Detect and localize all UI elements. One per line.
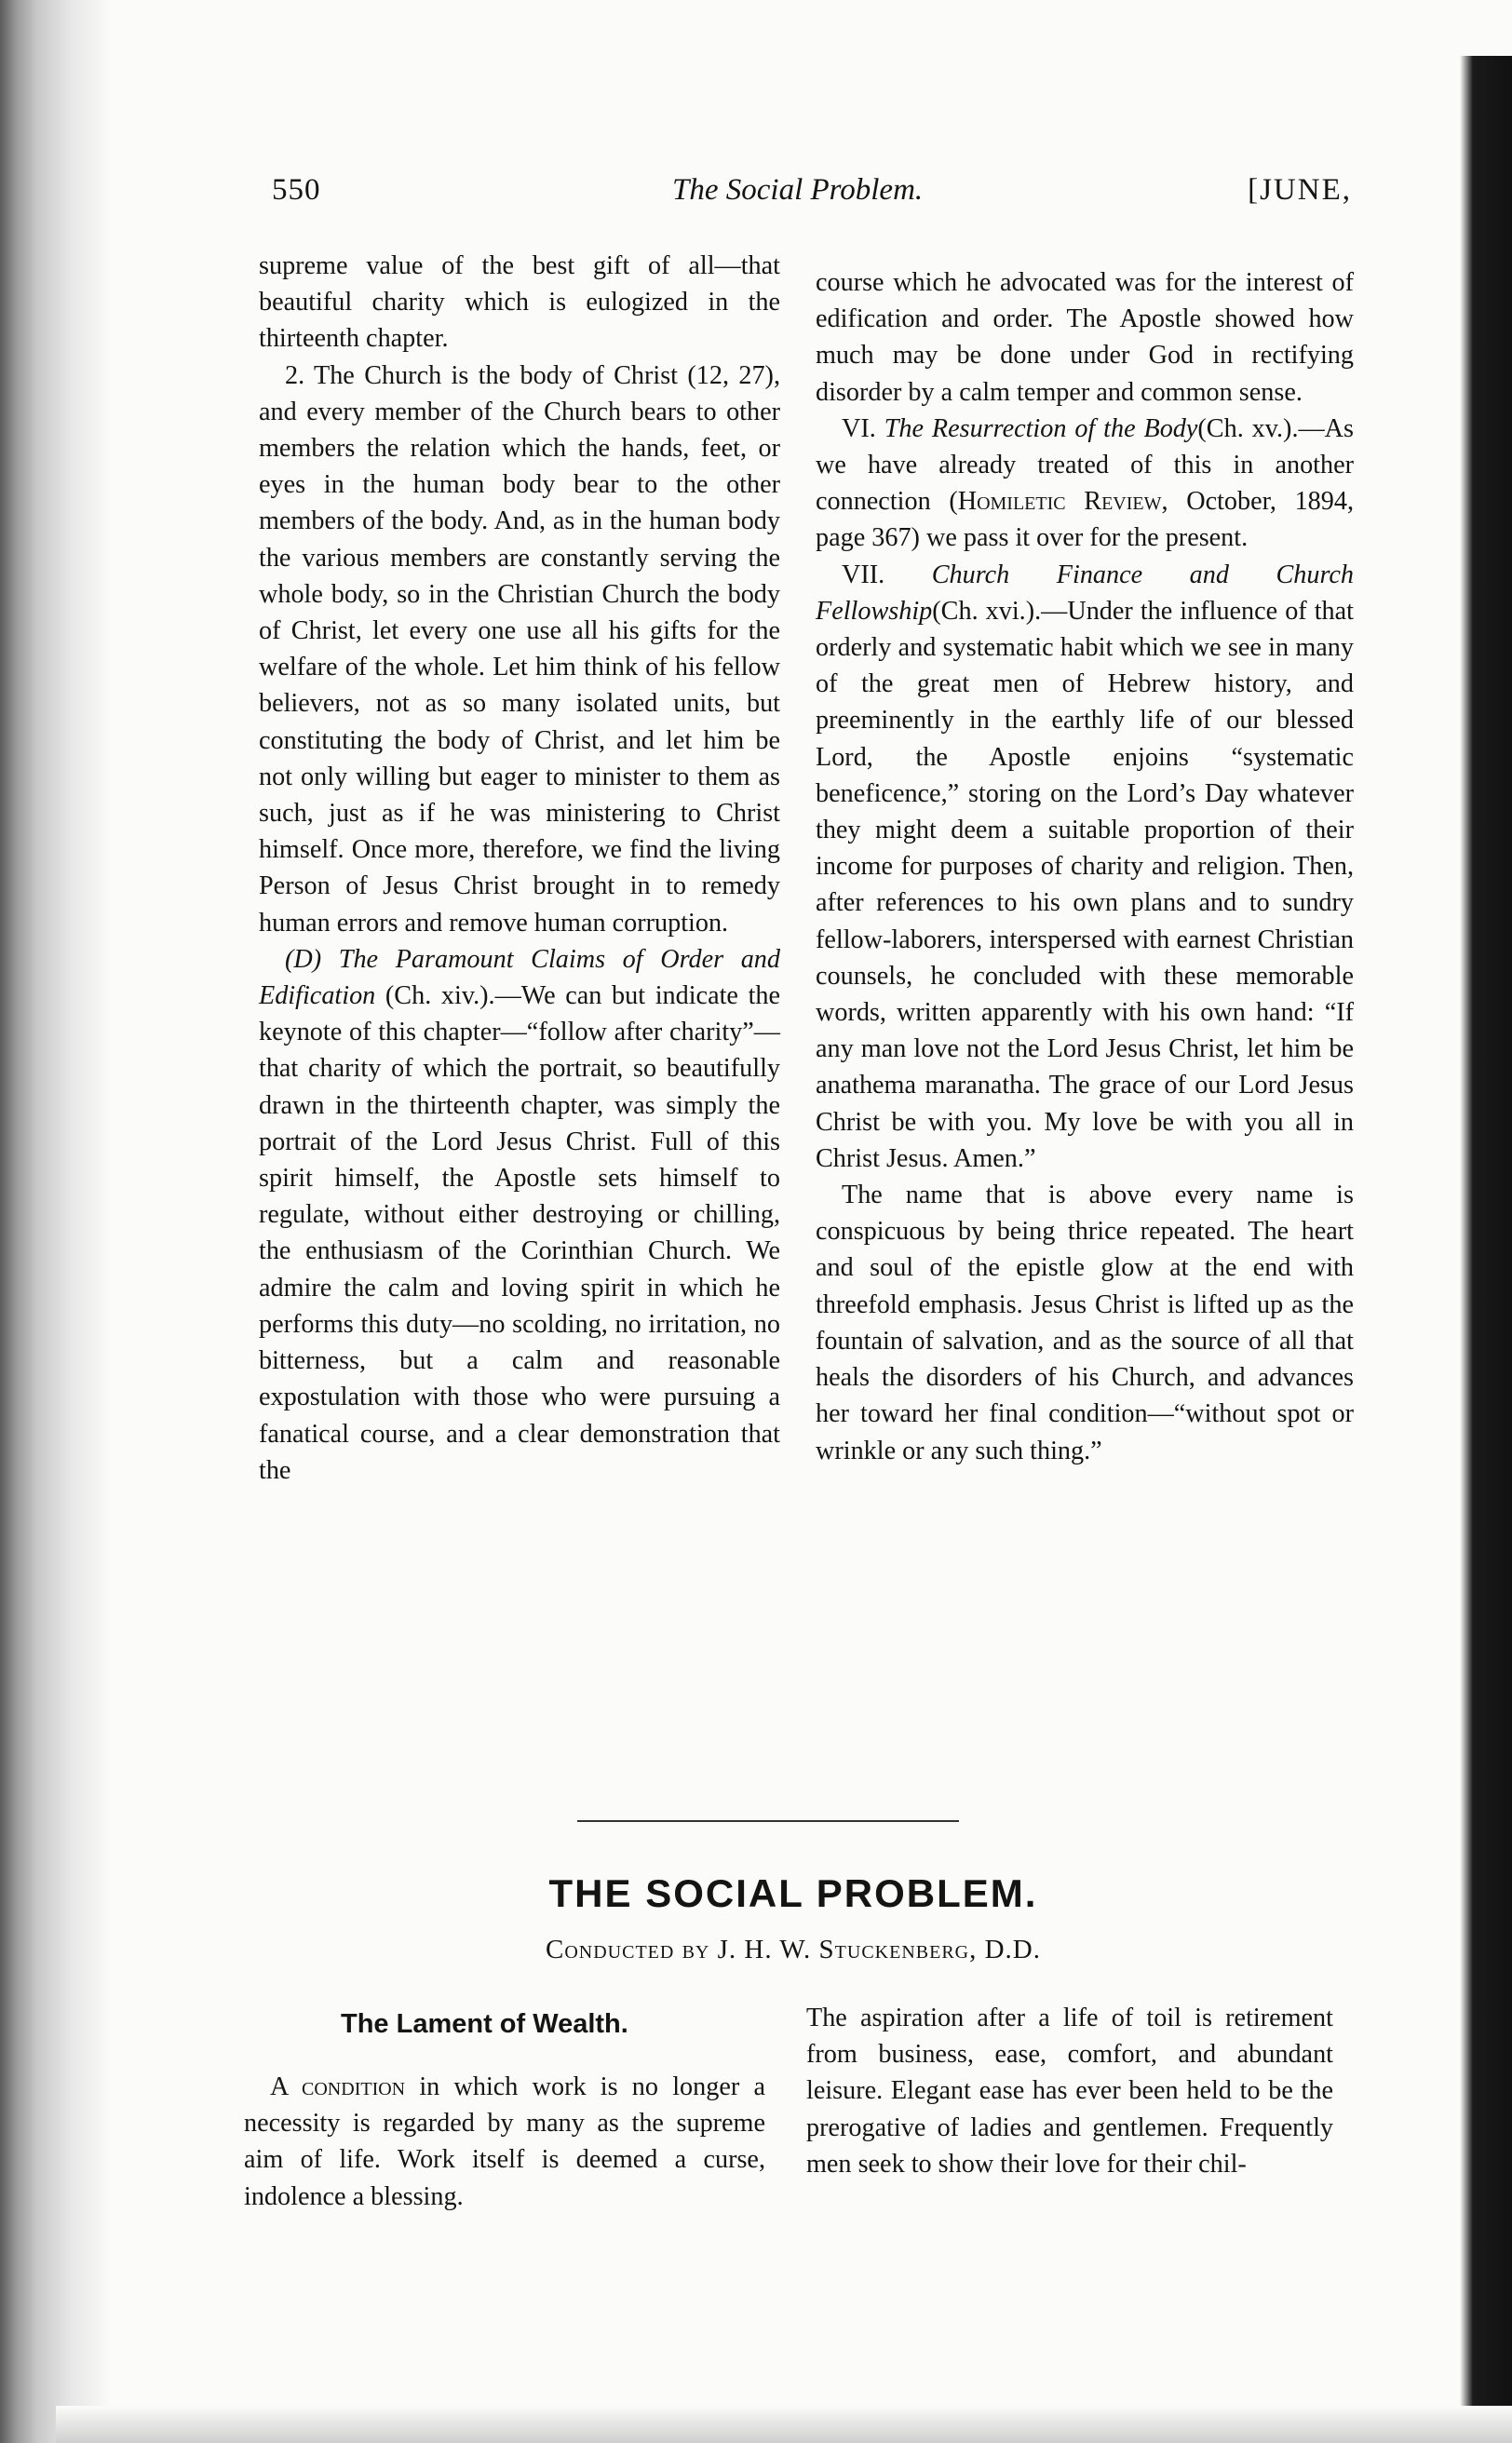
right-column (816, 264, 1354, 1469)
right-paragraph-2-body-b: , October, 1894, page 367) we pass it over for the present. (816, 487, 1354, 553)
article-title: The Lament of Wealth. (341, 2009, 628, 2039)
page-number: 550 (272, 173, 321, 207)
left-column (259, 248, 780, 1489)
chapter-ref-xiv: (Ch. xiv.). (385, 981, 495, 1011)
right-paragraph-4: The name that is above every name is conspicuous by being thrice repeated. The heart and soul of the epistle glow at the end with threefold emphasis. Jesus Christ is lifted up as the fountain of salvation, and as the source of all that heals the disorders of his Church, and advances her toward her final condition—“without spot or wrinkle or any such thing.” (816, 1181, 1354, 1465)
section-title: THE SOCIAL PROBLEM. (548, 1871, 1038, 1915)
left-paragraph-3-body: —We can but indicate the keynote of this chapter—“follow after charity”—that charity of which the portrait, so beautifully drawn in the thirteenth chapter, was simply the portrait of the Lord Jesus Christ. Full of this spirit himself, the Apostle sets himself to regulate, without either destroying or chilling, the enthusiasm of the Corinthian Church. We admire the calm and loving spirit in which he performs this duty—no scolding, no irritation, no bitterness, but a calm and reasonable expostulation with those who were pursuing a fanatical course, and a clear demonstration that the (259, 981, 781, 1485)
journal-name: Homiletic Review (957, 487, 1162, 517)
left-paragraph-2: 2. The Church is the body of Christ (12, 27), and every member of the Church bears to other members the relation which the hands, feet, or eyes in the human body bear to the other members of the body. And, as in the human body the various members are constantly serving the whole body, so in the Christian Church the body of Christ, let every one use all his gifts for the welfare of the whole. Let him think of his fellow believers, not as so many isolated units, but constituting the body of Christ, and let him be not only willing but eager to minister to them as such, just as if he was ministering to Christ himself. Once more, therefore, we find the living Person of Jesus Christ brought in to remedy human errors and remove human corruption. (259, 360, 780, 938)
running-title: The Social Problem. (672, 173, 924, 207)
right-paragraph-2-body-a: (Ch. xv.).—As we have already treated of this in another connection ( (816, 413, 1354, 517)
article-left-column (244, 2069, 765, 2215)
subsection-label-vii: VII. (842, 560, 885, 589)
section-divider (577, 1820, 959, 1822)
left-paragraph-3 (259, 941, 780, 1489)
article-right-text: The aspiration after a life of toil is retirement from business, ease, comfort, and abundant leisure. Elegant ease has ever been held to be the prerogative of ladies and gentlemen. Frequently men seek to show their love for their chil- (806, 2004, 1333, 2179)
article-right-column (806, 2000, 1333, 2182)
page-bottom-edge (56, 2406, 1512, 2443)
article-left-text: in which work is no longer a necessity is regarded by many as the supreme aim of life. Work itself is deemed a curse, indolence a blessing. (244, 2072, 765, 2211)
subsection-title-resurrection: The Resurrection of the Body (884, 413, 1198, 443)
right-paragraph-3 (816, 557, 1354, 1177)
left-paragraph-1: supreme value of the best gift of all—that beautiful charity which is eulogized in the thirteenth chapter. (259, 251, 780, 354)
section-conductor: Conducted by J. H. W. Stuckenberg, D.D. (546, 1935, 1041, 1964)
right-paragraph-1: course which he advocated was for the interest of edification and order. The Apostle showed how much may be done under God in rectifying disorder by a calm temper and common sense. (816, 268, 1354, 407)
running-date: [JUNE, (1248, 173, 1352, 207)
page-spine-shadow (0, 0, 112, 2443)
right-paragraph-2 (816, 411, 1354, 557)
right-paragraph-3-body: (Ch. xvi.).—Under the influence of that orderly and systematic habit which we see in many of the great men of Hebrew history, and preeminently in the earthly life of our blessed Lord, the Apostle enjoins “systematic beneficence,” storing on the Lord’s Day whatever they might deem a suitable proportion of their income for purposes of charity and religion. Then, after references to his own plans and to sundry fellow-laborers, interspersed with earnest Christian counsels, he concluded with these memorable words, written apparently with his own hand: “If any man love not the Lord Jesus Christ, let him be anathema maranatha. The grace of our Lord Jesus Christ be with you. My love be with you all in Christ Jesus. Amen.” (816, 596, 1354, 1173)
lead-word: A condition (270, 2072, 406, 2101)
article-paragraph-1 (244, 2069, 765, 2215)
subsection-label-d: (D) (285, 944, 322, 974)
subsection-title-order: The Paramount Claims of Order and Edification (259, 944, 780, 1011)
subsection-label-vi: VI. (842, 413, 876, 443)
running-head (272, 173, 1352, 220)
page-right-edge (1460, 56, 1512, 2421)
subsection-title-finance: Church Finance and Church Fellowship (816, 560, 1355, 626)
